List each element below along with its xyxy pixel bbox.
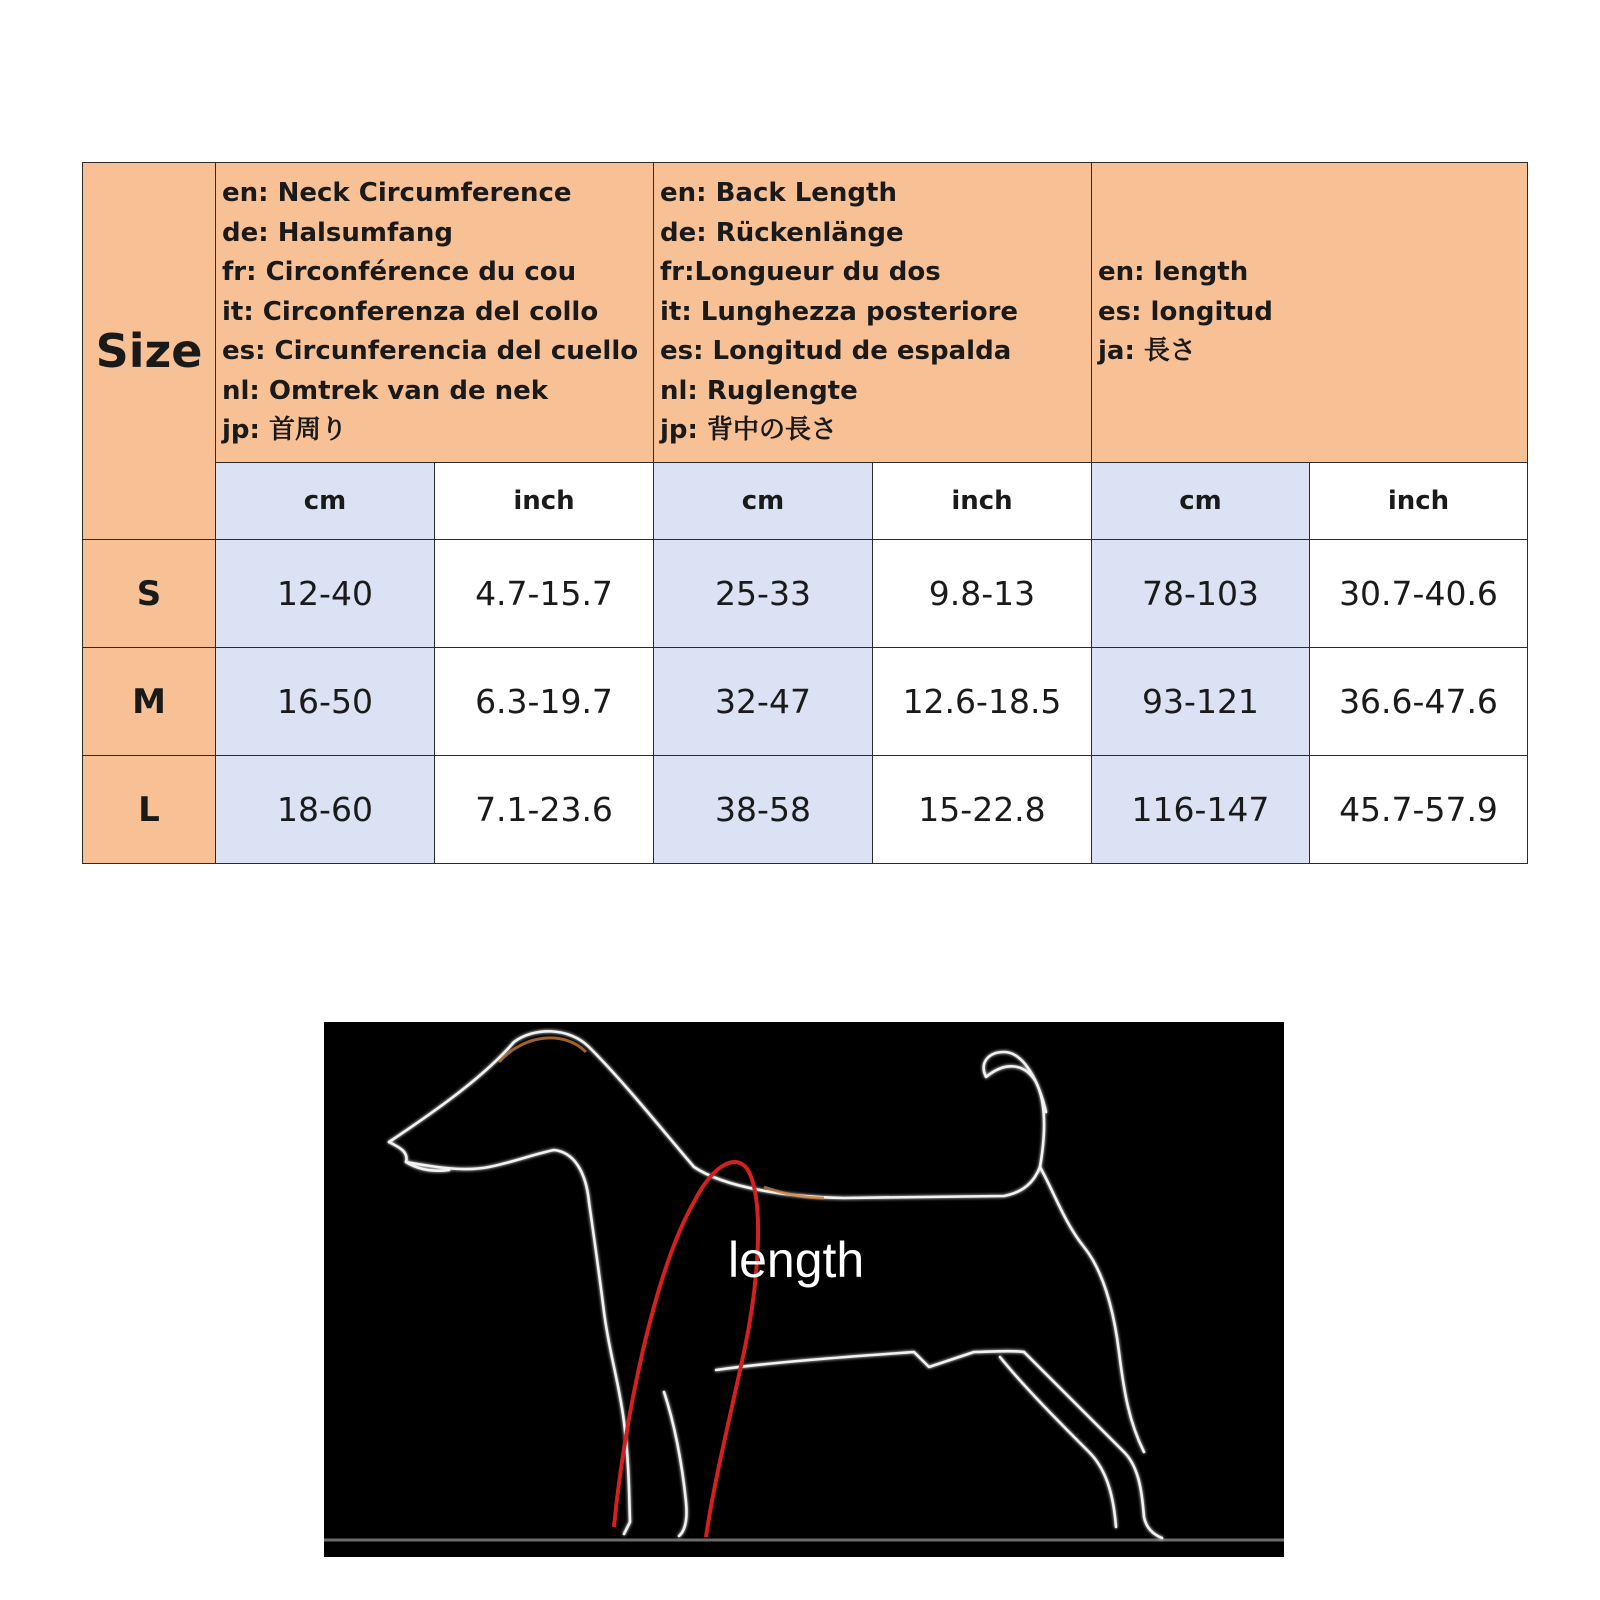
table-row-s: [83, 540, 1528, 648]
header-line: es: longitud: [1098, 296, 1273, 327]
table-cell: 30.7-40.6: [1310, 540, 1528, 648]
table-cell: 45.7-57.9: [1310, 756, 1528, 864]
length-label: length: [728, 1232, 865, 1288]
size-label: L: [83, 756, 216, 864]
neck-circumference-header: [216, 163, 654, 463]
header-line: jp: 首周り: [222, 415, 347, 446]
dog-silhouette-drawing: [324, 1022, 1284, 1557]
header-line: nl: Ruglengte: [660, 375, 858, 406]
table-cell: 78-103: [1092, 540, 1310, 648]
header-line: jp: 背中の長さ: [660, 415, 837, 446]
table-cell: 32-47: [654, 648, 873, 756]
header-line: ja: 長さ: [1098, 336, 1196, 367]
table-cell: 36.6-47.6: [1310, 648, 1528, 756]
table-cell: 18-60: [216, 756, 435, 864]
size-header: Size: [83, 163, 216, 540]
table-cell: 93-121: [1092, 648, 1310, 756]
header-line: it: Lunghezza posteriore: [660, 296, 1019, 327]
table-cell: 25-33: [654, 540, 873, 648]
header-line: es: Longitud de espalda: [660, 336, 1012, 367]
unit-header-cm: cm: [1092, 463, 1310, 540]
header-line: en: Back Length: [660, 178, 897, 209]
table-cell: 38-58: [654, 756, 873, 864]
table-cell: 12.6-18.5: [873, 648, 1092, 756]
unit-header-cm: cm: [216, 463, 435, 540]
size-label: M: [83, 648, 216, 756]
table-cell: 16-50: [216, 648, 435, 756]
unit-header-inch: inch: [435, 463, 654, 540]
unit-header-inch: inch: [873, 463, 1092, 540]
dog-measurement-photo: [324, 1022, 1284, 1557]
header-line: nl: Omtrek van de nek: [222, 375, 549, 406]
table-row-l: [83, 756, 1528, 864]
unit-header-inch: inch: [1310, 463, 1528, 540]
table-cell: 6.3-19.7: [435, 648, 654, 756]
header-line: de: Halsumfang: [222, 217, 453, 248]
size-label: S: [83, 540, 216, 648]
table-cell: 15-22.8: [873, 756, 1092, 864]
header-line: es: Circunferencia del cuello: [222, 336, 639, 367]
back-length-header: [654, 163, 1092, 463]
header-line: it: Circonferenza del collo: [222, 296, 599, 327]
table-cell: 4.7-15.7: [435, 540, 654, 648]
table-row-m: [83, 648, 1528, 756]
size-table: [82, 162, 1528, 864]
header-line: fr:Longueur du dos: [660, 257, 941, 288]
table-cell: 9.8-13: [873, 540, 1092, 648]
table-cell: 7.1-23.6: [435, 756, 654, 864]
collar-highlight: [499, 1038, 586, 1062]
header-line: en: Neck Circumference: [222, 178, 572, 209]
header-line: en: length: [1098, 257, 1249, 288]
length-header: [1092, 163, 1528, 463]
table-cell: 12-40: [216, 540, 435, 648]
unit-header-cm: cm: [654, 463, 873, 540]
length-measure-line: [614, 1162, 758, 1537]
header-line: fr: Circonférence du cou: [222, 257, 577, 288]
header-line: de: Rückenlänge: [660, 217, 904, 248]
table-cell: 116-147: [1092, 756, 1310, 864]
